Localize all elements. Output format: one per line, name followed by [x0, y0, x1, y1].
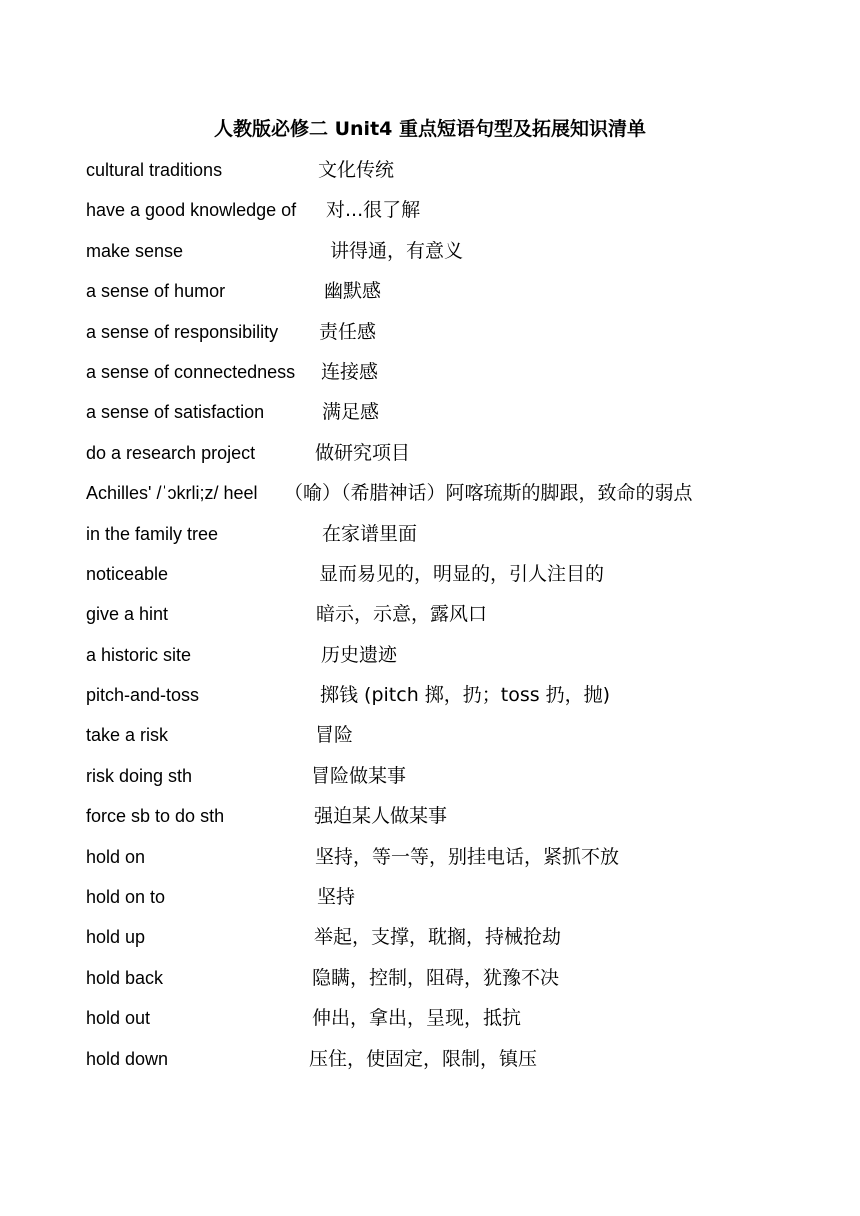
phrase-entry — [86, 759, 806, 799]
phrase-meaning: 讲得通，有意义 — [330, 239, 464, 262]
phrase-term: a historic site — [86, 644, 192, 665]
phrase-entry — [86, 840, 806, 880]
phrase-meaning: 坚持 — [317, 886, 356, 909]
phrase-entry — [86, 1042, 806, 1082]
phrase-term: hold up — [86, 927, 146, 948]
phrase-meaning: 冒险做某事 — [311, 764, 407, 787]
phrase-term: a sense of responsibility — [86, 321, 279, 342]
phrase-list — [86, 153, 806, 1082]
phrase-term: make sense — [86, 240, 184, 261]
phrase-term: hold down — [86, 1048, 169, 1069]
phrase-term: do a research project — [86, 442, 256, 463]
phrase-term: a sense of satisfaction — [86, 402, 265, 423]
phrase-meaning: （喻）（希腊神话）阿喀琉斯的脚跟，致命的弱点 — [284, 482, 693, 505]
phrase-entry — [86, 718, 806, 758]
phrase-term: give a hint — [86, 604, 169, 625]
phrase-term: hold on to — [86, 887, 166, 908]
phrase-term: Achilles' /ˈɔkrli;z/ heel — [86, 483, 258, 504]
phrase-term: a sense of humor — [86, 281, 226, 302]
phrase-meaning: 隐瞒，控制，阻碍，犹豫不决 — [312, 966, 560, 989]
phrase-entry — [86, 920, 806, 960]
phrase-entry — [86, 517, 806, 557]
phrase-entry — [86, 395, 806, 435]
phrase-meaning: 举起，支撑，耽搁，持械抢劫 — [314, 926, 562, 949]
phrase-term: hold out — [86, 1008, 151, 1029]
phrase-entry — [86, 799, 806, 839]
phrase-meaning: 历史遗迹 — [321, 643, 398, 666]
phrase-entry — [86, 153, 806, 193]
phrase-entry — [86, 880, 806, 920]
phrase-meaning: 满足感 — [322, 401, 380, 424]
phrase-entry — [86, 1001, 806, 1041]
phrase-meaning: 暗示，示意，露风口 — [316, 603, 488, 626]
phrase-meaning: 伸出，拿出，呈现，抵抗 — [312, 1007, 522, 1030]
phrase-meaning: 做研究项目 — [315, 441, 411, 464]
phrase-entry — [86, 193, 806, 233]
phrase-entry — [86, 476, 806, 516]
phrase-meaning: 显而易见的，明显的，引人注目的 — [319, 562, 605, 585]
phrase-term: pitch-and-toss — [86, 685, 200, 706]
phrase-term: cultural traditions — [86, 160, 223, 180]
phrase-term: in the family tree — [86, 523, 219, 544]
phrase-term: take a risk — [86, 725, 169, 746]
phrase-entry — [86, 436, 806, 476]
phrase-entry — [86, 274, 806, 314]
phrase-entry — [86, 557, 806, 597]
document-title: 人教版必修二 Unit4 重点短语句型及拓展知识清单 — [213, 118, 646, 140]
phrase-entry — [86, 355, 806, 395]
phrase-meaning: 幽默感 — [324, 280, 382, 303]
phrase-meaning: 连接感 — [321, 360, 379, 383]
phrase-meaning: 冒险 — [315, 724, 354, 747]
phrase-meaning: 掷钱 (pitch 掷，扔；toss 扔，抛) — [320, 684, 611, 707]
phrase-entry — [86, 961, 806, 1001]
phrase-meaning: 压住，使固定，限制，镇压 — [309, 1047, 538, 1070]
phrase-entry — [86, 315, 806, 355]
phrase-term: hold on — [86, 846, 146, 867]
phrase-term: risk doing sth — [86, 765, 193, 786]
phrase-meaning: 坚持，等一等，别挂电话，紧抓不放 — [315, 845, 620, 868]
phrase-meaning: 在家谱里面 — [322, 522, 418, 545]
phrase-entry — [86, 597, 806, 637]
phrase-meaning: 对...很了解 — [326, 199, 421, 222]
phrase-term: force sb to do sth — [86, 806, 225, 827]
phrase-meaning: 责任感 — [319, 320, 377, 343]
phrase-entry — [86, 234, 806, 274]
phrase-term: a sense of connectedness — [86, 361, 296, 382]
phrase-term: noticeable — [86, 563, 169, 584]
phrase-term: hold back — [86, 967, 164, 988]
phrase-entry — [86, 678, 806, 718]
phrase-entry — [86, 638, 806, 678]
phrase-term: have a good knowledge of — [86, 200, 297, 221]
phrase-meaning: 强迫某人做某事 — [314, 805, 448, 828]
phrase-meaning: 文化传统 — [318, 159, 395, 181]
